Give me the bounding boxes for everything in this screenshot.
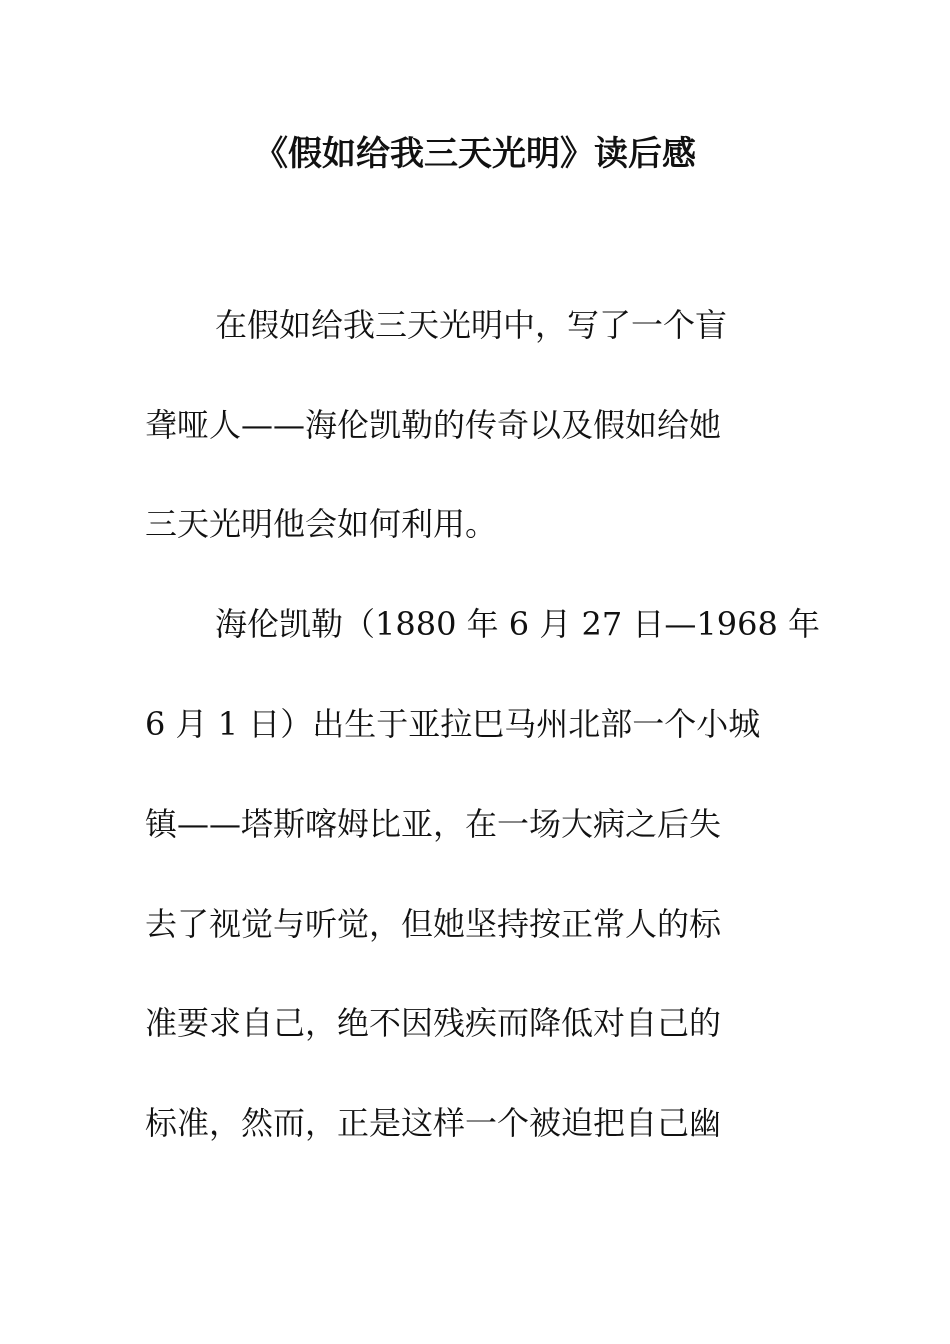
- text-line: 标准，然而，正是这样一个被迫把自己幽: [145, 1104, 722, 1142]
- text-line: 聋哑人——海伦凯勒的传奇以及假如给她: [145, 406, 722, 444]
- text-line: 三天光明他会如何利用。: [145, 505, 498, 543]
- text-line: 海伦凯勒（1880 年 6 月 27 日—1968 年: [215, 605, 820, 643]
- text-line: 6 月 1 日）出生于亚拉巴马州北部一个小城: [145, 705, 761, 743]
- text-line: 准要求自己，绝不因残疾而降低对自己的: [145, 1004, 722, 1042]
- text-line: 在假如给我三天光明中，写了一个盲: [215, 306, 728, 344]
- text-line: 镇——塔斯喀姆比亚，在一场大病之后失: [145, 805, 722, 843]
- document-title: 《假如给我三天光明》读后感: [254, 134, 696, 174]
- text-line: 去了视觉与听觉，但她坚持按正常人的标: [145, 905, 722, 943]
